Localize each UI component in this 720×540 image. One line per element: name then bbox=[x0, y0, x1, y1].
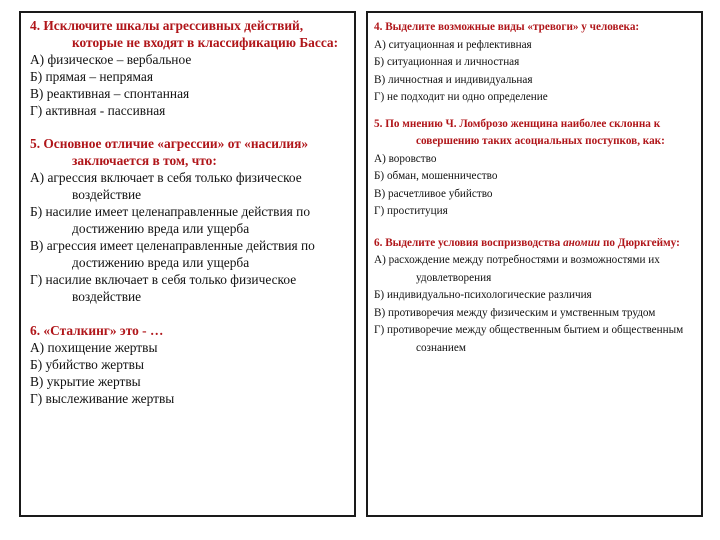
answer-option: В) агрессия имеет целенаправленные действия по достижению вреда или ущерба bbox=[30, 238, 315, 270]
question-title: 4. Исключите шкалы агрессивных действий, которые не входят в классификацию Басса: bbox=[30, 18, 339, 50]
title-suffix: по Дюркгейму: bbox=[600, 236, 680, 249]
question-block-r5 bbox=[374, 116, 695, 221]
answer-option: А) агрессия включает в себя только физическое воздействие bbox=[30, 170, 302, 202]
question-title: 6. «Сталкинг» это - … bbox=[30, 323, 164, 338]
answer-option: Г) проституция bbox=[374, 205, 448, 217]
answer-option: В) укрытие жертвы bbox=[30, 374, 141, 389]
title-prefix: 6. Выделите условия воспризводства bbox=[374, 236, 564, 249]
question-block-l6 bbox=[30, 322, 348, 407]
answer-option: Г) активная - пассивная bbox=[30, 103, 166, 118]
question-title: 4. Выделите возможные виды «тревоги» у человека: bbox=[374, 21, 640, 33]
answer-option: А) физическое – вербальное bbox=[30, 52, 192, 67]
question-title bbox=[374, 235, 695, 253]
answer-option: Б) ситуационная и личностная bbox=[374, 56, 520, 68]
answer-option: В) расчетливое убийство bbox=[374, 187, 493, 200]
answer-option: Г) насилие включает в себя только физическое воздействие bbox=[30, 272, 297, 304]
question-block-l5 bbox=[30, 135, 348, 305]
answer-option: Г) не подходит ни одно определение bbox=[374, 91, 548, 103]
answer-option: В) противоречия между физическим и умственным трудом bbox=[374, 306, 656, 319]
question-block-l4 bbox=[30, 17, 348, 119]
answer-option: А) похищение жертвы bbox=[30, 340, 158, 355]
answer-option: А) воровство bbox=[374, 152, 437, 165]
title-emphasis: аномии bbox=[563, 236, 601, 249]
answer-option: В) личностная и индивидуальная bbox=[374, 73, 533, 86]
answer-option: В) реактивная – спонтанная bbox=[30, 86, 190, 101]
answer-option: Б) прямая – непрямая bbox=[30, 69, 154, 84]
question-title: 5. По мнению Ч. Ломброзо женщина наиболее склонна к совершению таких асоциальных поступков, как: bbox=[374, 117, 665, 147]
question-block-r4 bbox=[374, 19, 695, 107]
answer-option: А) ситуационная и рефлективная bbox=[374, 38, 532, 51]
answer-option: Г) противоречие между общественным бытием и общественным сознанием bbox=[374, 324, 684, 354]
answer-option: А) расхождение между потребностями и возможностями их удовлетворения bbox=[374, 254, 660, 284]
answer-option: Б) насилие имеет целенаправленные действия по достижению вреда или ущерба bbox=[30, 204, 311, 236]
left-question-card bbox=[19, 11, 356, 517]
answer-option: Б) индивидуально-психологические различия bbox=[374, 289, 592, 301]
answer-option: Б) убийство жертвы bbox=[30, 357, 144, 372]
question-block-r6 bbox=[374, 235, 695, 358]
question-title: 5. Основное отличие «агрессии» от «насилия» заключается в том, что: bbox=[30, 136, 309, 168]
answer-option: Г) выслеживание жертвы bbox=[30, 391, 175, 406]
answer-option: Б) обман, мошенничество bbox=[374, 170, 498, 182]
right-question-card bbox=[366, 11, 703, 517]
